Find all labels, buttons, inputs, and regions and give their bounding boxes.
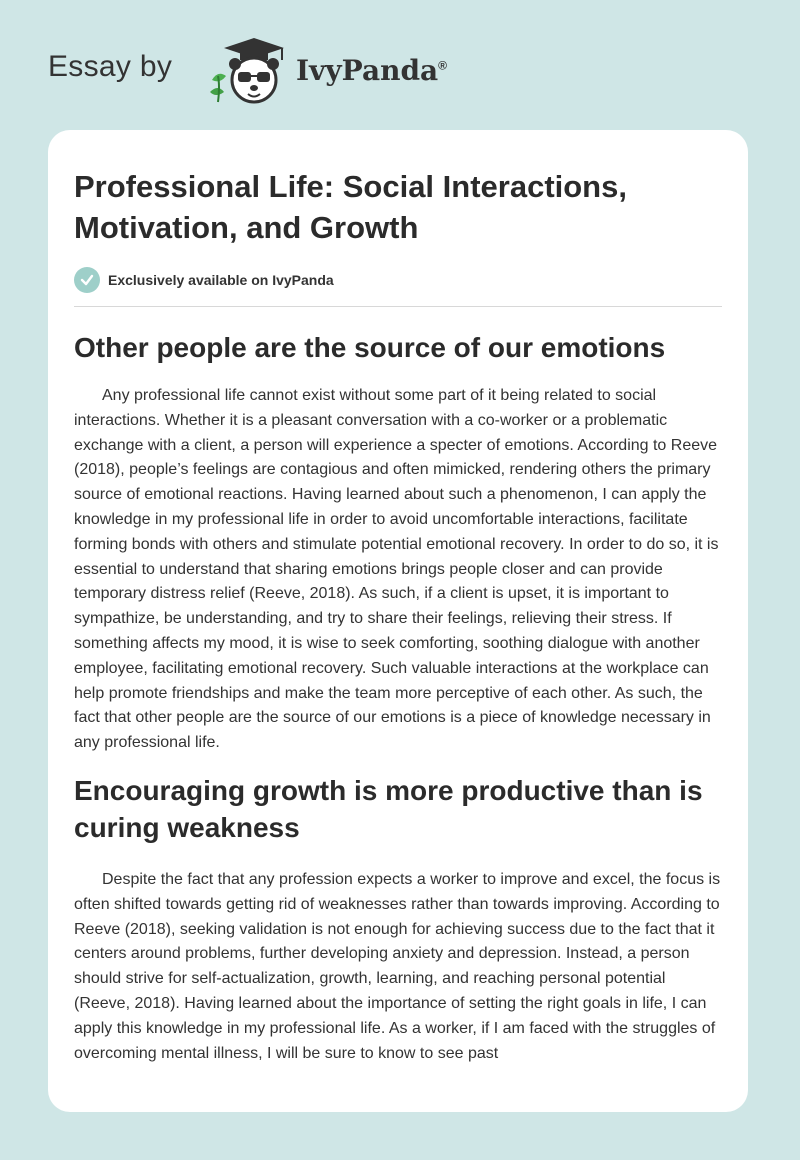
exclusive-badge (74, 266, 724, 294)
essay-by-label: Essay by (48, 50, 173, 83)
section-paragraph-emotions: Any professional life cannot exist without some part of it being related to social interactions. Whether it is a pleasant conversation with a co-worker or a problematic exchange with a client, a person will experience a specter of emotions. According to Reeve (2018), people’s feelings are contagious and often mimicked, rendering others the primary source of emotional reactions. Having learned about such a phenomenon, I can apply the knowledge in my professional life in order to avoid uncomfortable interactions, facilitate forming bonds with others and stimulate potential emotional recovery. In order to do so, it is essential to understand that sharing emotions brings people closer and can provide temporary distress relief (Reeve, 2018). As such, if a client is upset, it is important to sympathize, be understanding, and try to share their feelings, relieving their stress. If something affects my mood, it is wise to seek comforting, soothing dialogue with another employee, facilitating emotional recovery. Such valuable interactions at the workplace can help promote friendships and make the team more perceptive of each other. As such, the fact that other people are the source of our emotions is a piece of knowledge necessary in any professional life. (74, 387, 719, 752)
site-header (48, 36, 468, 106)
essay-content (74, 166, 724, 1066)
essay-title: Professional Life: Social Interactions, Motivation, and Growth (74, 169, 627, 245)
brand-name[interactable]: IvyPanda® (296, 54, 448, 87)
exclusive-label: Exclusively available on IvyPanda (108, 272, 334, 288)
section-heading-emotions: Other people are the source of our emotions (74, 332, 666, 363)
essay-card (48, 130, 748, 1112)
section-paragraph-growth: Despite the fact that any profession expects a worker to improve and excel, the focus is often shifted towards getting rid of weaknesses rather than towards improving. According to Reeve (2018), seeking validation is not enough for achieving success due to the fact that it centers around problems, further developing anxiety and depression. Instead, a person should strive for self-actualization, growth, learning, and reaching personal potential (Reeve, 2018). Having learned about the importance of setting the right goals in life, I can apply this knowledge in my professional life. As a worker, if I am faced with the struggles of overcoming mental illness, I will be sure to know to see past (74, 870, 721, 1062)
divider (74, 306, 722, 307)
panda-logo-icon[interactable] (204, 36, 290, 106)
registered-mark: ® (438, 58, 448, 73)
check-icon (74, 267, 100, 293)
section-heading-growth: Encouraging growth is more productive than is curing weakness (74, 774, 703, 843)
